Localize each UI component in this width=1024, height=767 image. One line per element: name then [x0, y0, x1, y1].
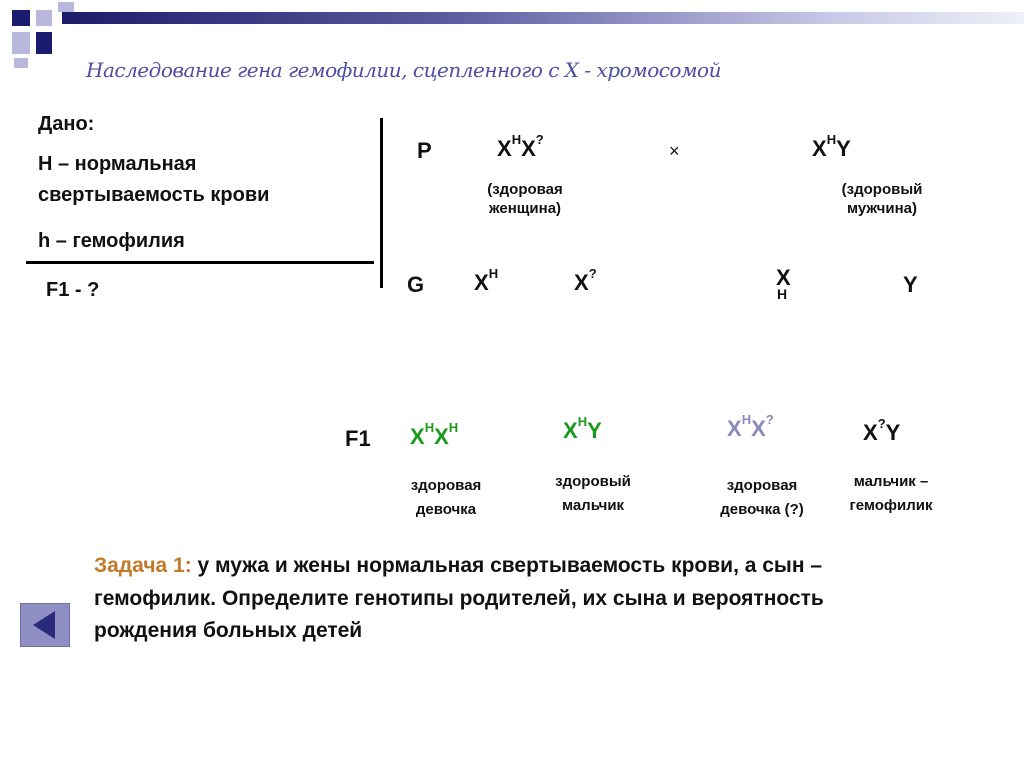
offspring-4-description: мальчик – гемофилик	[849, 473, 933, 514]
back-button[interactable]	[20, 603, 70, 647]
offspring-2-genotype: $Х^НY$	[563, 414, 602, 443]
decor-square	[12, 10, 30, 26]
slide-title: Наследование гена гемофилии, сцепленного с Х - хромосомой	[86, 58, 721, 82]
vertical-divider	[380, 118, 383, 288]
decor-square	[14, 58, 28, 68]
decor-square	[58, 2, 74, 12]
female-description: (здоровая женщина)	[487, 181, 563, 217]
parents-label: Р	[417, 138, 432, 163]
offspring-2-description: здоровый мальчик	[555, 473, 631, 514]
gamete-3: Х Н	[776, 265, 791, 302]
gamete-2: Х?	[574, 266, 597, 295]
header-bar	[62, 12, 1024, 24]
given-h-line: h – гемофилия	[38, 230, 185, 252]
task-text	[94, 550, 914, 648]
gamete-1: $Х^Н$	[474, 266, 499, 295]
male-description: (здоровый мужчина)	[841, 181, 923, 217]
offspring-1-description: здоровая девочка	[410, 477, 482, 518]
decor-square	[36, 32, 52, 54]
male-genotype: $Х^НY$	[812, 132, 851, 161]
cross-symbol: ×	[669, 141, 680, 161]
female-genotype: $Х^НХ^?$	[497, 132, 544, 161]
gametes-label: G	[407, 272, 425, 297]
given-H-line2: свертываемость крови	[38, 184, 270, 206]
triangle-left-icon	[33, 611, 55, 639]
given-divider	[26, 261, 374, 264]
decor-square	[12, 32, 30, 54]
offspring-3-description: здоровая девочка (?)	[720, 477, 804, 518]
task-body: у мужа и жены нормальная свертываемость крови, а сын – гемофилик. Определите генотипы родителей, их сына и вероятность рождения больных детей	[94, 554, 824, 643]
task-heading: Задача 1:	[94, 554, 192, 577]
given-H-line1: Н – нормальная	[38, 153, 197, 175]
offspring-1-genotype: $Х^НХ^Н$	[410, 420, 459, 449]
f1-question: F1 - ?	[46, 279, 100, 301]
offspring-label: F1	[345, 426, 371, 451]
gamete-4: Y	[903, 272, 918, 297]
offspring-3-genotype: $Х^НХ^?$	[727, 412, 774, 441]
decor-square	[36, 10, 52, 26]
given-heading: Дано:	[38, 113, 95, 135]
offspring-4-genotype: Х?Y	[863, 416, 901, 445]
